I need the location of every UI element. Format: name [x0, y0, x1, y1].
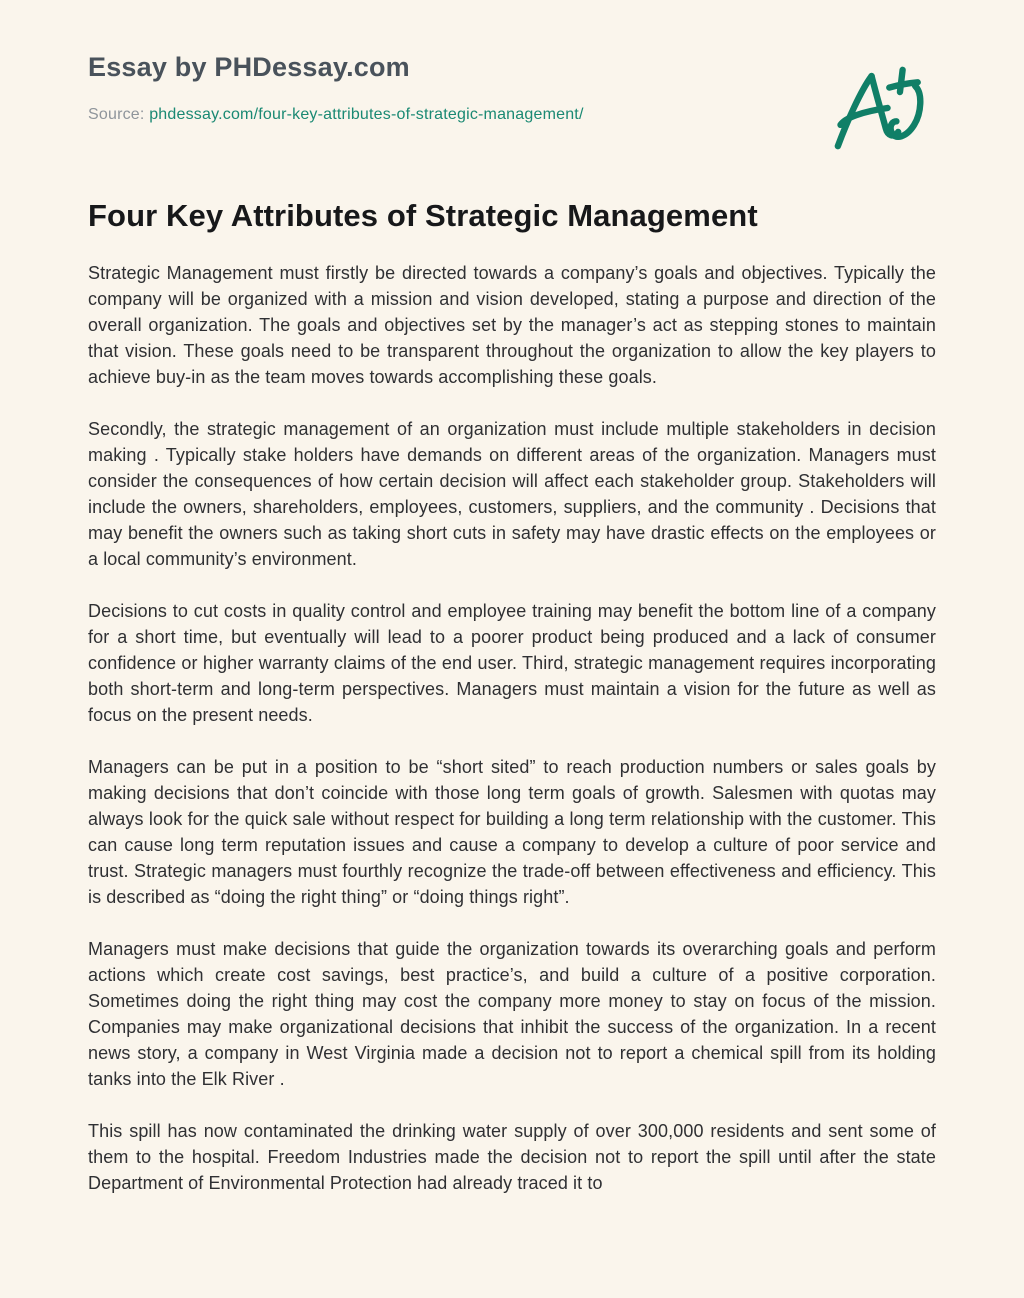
article-paragraph: Decisions to cut costs in quality control and employee training may benefit the bottom line of a company for a short time, but eventually will lead to a poorer product being produced and a lack of consumer confidence or higher warranty claims of the end user. Third, strategic management requires incorporating both short-term and long-term perspectives. Managers must maintain a vision for the future as well as focus on the present needs.	[88, 601, 936, 725]
article-paragraph: Secondly, the strategic management of an organization must include multiple stakeholders in decision making . Typically stake holders have demands on different areas of the organization. Managers must consider the consequences of how certain decision will affect each stakeholder group. Stakeholders will include the owners, shareholders, employees, customers, suppliers, and the community . Decisions that may benefit the owners such as taking short cuts in safety may have drastic effects on the employees or a local community’s environment.	[88, 419, 936, 569]
article-paragraph: Managers can be put in a position to be “short sited” to reach production numbers or sales goals by making decisions that don’t coincide with those long term goals of growth. Salesmen with quotas may always look for the quick sale without respect for building a long term relationship with the customer. This can cause long term reputation issues and cause a company to develop a culture of poor service and trust. Strategic managers must fourthly recognize the trade-off between effectiveness and efficiency. This is described as “doing the right thing” or “doing things right”.	[88, 757, 936, 907]
article-paragraph: This spill has now contaminated the drinking water supply of over 300,000 residents and sent some of them to the hospital. Freedom Industries made the decision not to report the spill until after the state Department of Environmental Protection had already traced it to	[88, 1121, 936, 1193]
page-header-title: Essay by PHDessay.com	[88, 52, 410, 82]
source-label: Source:	[88, 106, 145, 123]
article-paragraph: Managers must make decisions that guide the organization towards its overarching goals and perform actions which create cost savings, best practice’s, and build a culture of a positive corporation. Sometimes doing the right thing may cost the company more money to stay on focus of the mission. Companies may make organizational decisions that inhibit the success of the organization. In a recent news story, a company in West Virginia made a decision not to report a chemical spill from its holding tanks into the Elk River .	[88, 939, 936, 1089]
article-title: Four Key Attributes of Strategic Management	[88, 198, 758, 233]
article-body	[88, 260, 936, 1196]
article-paragraph: Strategic Management must firstly be directed towards a company’s goals and objectives. Typically the company will be organized with a mission and vision developed, stating a purpose and direction of the overall organization. The goals and objectives set by the manager’s act as stepping stones to maintain that vision. These goals need to be transparent throughout the organization to allow the key players to achieve buy-in as the team moves towards accomplishing these goals.	[88, 263, 936, 387]
source-url-link[interactable]: phdessay.com/four-key-attributes-of-strategic-management/	[149, 106, 584, 123]
a-plus-logo-icon	[829, 62, 931, 162]
source-line	[88, 106, 936, 124]
